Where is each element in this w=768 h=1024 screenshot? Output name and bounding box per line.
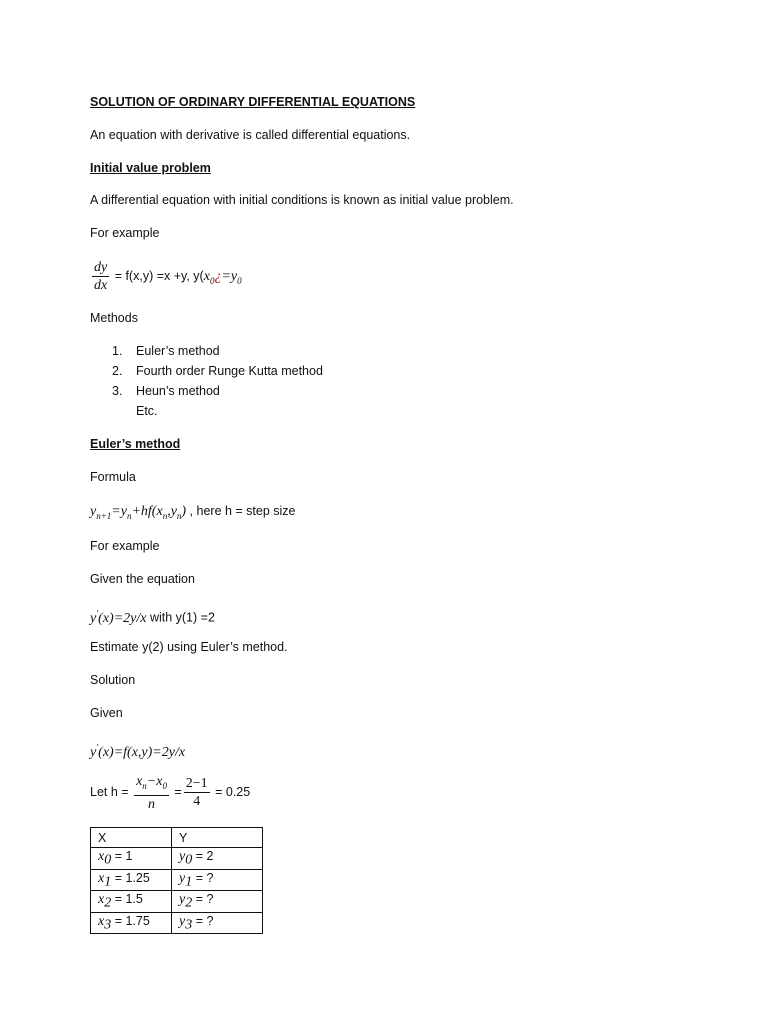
cell-x-sub: 2 xyxy=(104,895,112,911)
cell-x-sub: 3 xyxy=(104,917,112,932)
cell-y-var: y xyxy=(179,870,186,886)
document-title: SOLUTION OF ORDINARY DIFFERENTIAL EQUATIONS xyxy=(90,95,416,109)
formula-hf: +hf(x xyxy=(131,504,163,519)
cell-x-var: x xyxy=(98,913,105,929)
table-cell-y xyxy=(172,912,263,934)
table-row xyxy=(91,848,263,870)
given-rhs: (x)=2y/x xyxy=(98,610,147,626)
x0-var: −x xyxy=(146,773,163,789)
x-subscript: 0 xyxy=(209,275,215,286)
table-cell-x xyxy=(91,912,172,934)
formula-y: y xyxy=(90,504,97,519)
formula-eq-y: =y xyxy=(111,504,127,519)
euler-heading: Euler’s method xyxy=(90,437,181,451)
xn-var: x xyxy=(136,773,143,789)
list-etc-text: Etc. xyxy=(136,404,158,418)
xn-sub: n xyxy=(142,780,147,791)
definition-text: An equation with derivative is called differential equations. xyxy=(90,128,411,142)
table-cell-x xyxy=(91,869,172,891)
table-header-y: Y xyxy=(172,828,263,848)
list-item-number: 1. xyxy=(112,344,123,358)
formula-sub-n: n xyxy=(126,510,132,521)
cell-x-value: = 1.25 xyxy=(111,870,150,885)
given-function-math xyxy=(90,742,186,760)
cell-x-value: = 1.75 xyxy=(111,913,150,928)
given-equation-note: with y(1) =2 xyxy=(146,610,215,625)
table-cell-y xyxy=(172,848,263,870)
step-prefix: Let h = xyxy=(90,785,133,799)
table-row xyxy=(91,912,263,934)
cell-y-sub: 2 xyxy=(185,895,193,911)
table-cell-y xyxy=(172,891,263,913)
list-item-number: 2. xyxy=(112,364,123,378)
formula-sub-n1: n+1 xyxy=(96,510,112,521)
formula-label: Formula xyxy=(90,470,136,484)
table-row xyxy=(91,891,263,913)
gf-rhs: (x)=f(x,y)=2y/x xyxy=(98,744,186,760)
cell-y-sub: 1 xyxy=(185,874,193,889)
formula-math xyxy=(90,504,186,519)
list-item-text: Fourth order Runge Kutta method xyxy=(136,364,323,378)
table-cell-y xyxy=(172,869,263,891)
table-header-row xyxy=(91,828,263,848)
formula-comma-y: ,y xyxy=(167,504,177,519)
step-frac2-numerator: 2−1 xyxy=(185,776,208,792)
cell-x-value: = 1.5 xyxy=(111,892,143,906)
gf-y: y xyxy=(90,744,97,760)
given-prime: ' xyxy=(96,608,99,618)
y-var: y xyxy=(230,269,238,284)
step-size-equation xyxy=(90,772,250,813)
formula-sub-yn: n xyxy=(176,510,182,521)
step-frac1-numerator xyxy=(134,773,169,796)
table-cell-x xyxy=(91,891,172,913)
table-cell-x xyxy=(91,848,172,870)
gf-prime: ' xyxy=(96,742,99,752)
table-header-x: X xyxy=(91,828,172,848)
for-example-label-2: For example xyxy=(90,539,160,553)
estimate-text: Estimate y(2) using Euler’s method. xyxy=(90,640,288,654)
ivp-heading: Initial value problem xyxy=(90,161,211,175)
methods-label: Methods xyxy=(90,311,138,325)
cell-x-sub: 0 xyxy=(104,852,112,868)
y-subscript: 0 xyxy=(237,275,242,286)
ivp-equation xyxy=(90,258,242,299)
given-equation-math xyxy=(90,608,147,626)
fraction-numerator: dy xyxy=(94,260,108,276)
xy-table xyxy=(90,827,263,934)
dy-dx-fraction xyxy=(92,259,109,294)
cell-y-sub: 3 xyxy=(185,917,193,932)
ivp-eq-sign: = xyxy=(221,269,231,284)
x-var: x xyxy=(203,269,210,284)
table-row xyxy=(91,869,263,891)
cell-x-sub: 1 xyxy=(104,874,112,889)
given-y: y xyxy=(90,610,97,626)
list-item-text: Heun’s method xyxy=(136,384,220,398)
list-item-text: Euler’s method xyxy=(136,344,220,358)
given-function xyxy=(90,737,185,763)
given-label: Given xyxy=(90,706,123,720)
cell-y-var: y xyxy=(179,892,186,907)
cell-y-var: y xyxy=(179,849,186,864)
step-eq: = xyxy=(170,785,182,799)
euler-formula xyxy=(90,501,296,526)
ivp-x0 xyxy=(204,269,215,284)
given-equation-label: Given the equation xyxy=(90,572,195,586)
formula-close: ) xyxy=(181,504,187,519)
ivp-definition: A differential equation with initial conditions is known as initial value problem. xyxy=(90,193,514,207)
ivp-rhs: = f(x,y) =x +y, y( xyxy=(111,269,204,283)
cell-x-var: x xyxy=(98,849,105,864)
step-result: = 0.25 xyxy=(211,785,251,799)
step-frac1-denominator: n xyxy=(148,796,155,812)
given-equation xyxy=(90,603,215,629)
cell-y-var: y xyxy=(179,913,186,929)
cell-y-value: = 2 xyxy=(192,849,214,863)
formula-note: , here h = step size xyxy=(186,504,296,518)
solution-label: Solution xyxy=(90,673,136,687)
x0-sub: 0 xyxy=(162,780,167,791)
list-item-number: 3. xyxy=(112,384,123,398)
fraction-denominator: dx xyxy=(94,278,108,294)
formula-sub-xn: n xyxy=(162,510,168,521)
ivp-y0 xyxy=(231,269,242,284)
cell-x-var: x xyxy=(98,870,105,886)
cell-y-value: = ? xyxy=(192,870,214,885)
cell-y-value: = ? xyxy=(192,892,214,906)
for-example-label: For example xyxy=(90,226,160,240)
cell-y-value: = ? xyxy=(192,913,214,928)
unknown-glyph: ¿ xyxy=(214,269,222,284)
cell-y-sub: 0 xyxy=(185,852,193,868)
step-fraction-1 xyxy=(134,773,169,813)
step-frac2-denominator: 4 xyxy=(193,794,201,810)
cell-x-value: = 1 xyxy=(111,849,133,863)
cell-x-var: x xyxy=(98,892,105,907)
step-fraction-2 xyxy=(184,775,210,810)
